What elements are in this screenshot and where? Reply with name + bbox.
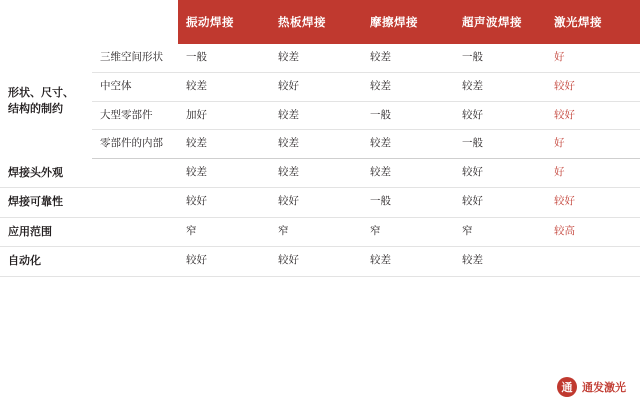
- cell-vibration: 加好: [178, 101, 270, 130]
- column-header-subgroup: [92, 0, 178, 44]
- row-subheader: 大型零部件: [92, 101, 178, 130]
- cell-hotplate: 较好: [270, 247, 362, 277]
- cell-ultrasonic: 一般: [454, 130, 546, 159]
- cell-ultrasonic: 较好: [454, 188, 546, 218]
- cell-friction: 较差: [362, 247, 454, 277]
- cell-vibration: 较好: [178, 188, 270, 218]
- table-header: [0, 0, 640, 44]
- row-header-shape-constraints: 形状、尺寸、结构的制约: [0, 44, 92, 159]
- cell-laser: 较好: [546, 188, 640, 218]
- table-row: [0, 188, 640, 218]
- cell-friction: 较差: [362, 159, 454, 188]
- cell-friction: 较差: [362, 130, 454, 159]
- column-header-ultrasonic-welding: 超声波焊接: [454, 0, 546, 44]
- cell-laser: 较高: [546, 217, 640, 247]
- cell-hotplate: 窄: [270, 217, 362, 247]
- column-header-hotplate-welding: 热板焊接: [270, 0, 362, 44]
- cell-friction: 窄: [362, 217, 454, 247]
- table-row: [0, 247, 640, 277]
- cell-hotplate: 较差: [270, 44, 362, 72]
- cell-laser: 较好: [546, 72, 640, 101]
- cell-hotplate: 较差: [270, 101, 362, 130]
- cell-vibration: 窄: [178, 217, 270, 247]
- row-header-application-range: 应用范围: [0, 217, 92, 247]
- cell-hotplate: 较差: [270, 130, 362, 159]
- row-subheader: [92, 217, 178, 247]
- table-row: [0, 130, 640, 159]
- row-subheader: [92, 247, 178, 277]
- table-row: [0, 72, 640, 101]
- cell-vibration: 较差: [178, 130, 270, 159]
- cell-ultrasonic: 较好: [454, 159, 546, 188]
- column-header-laser-welding: 激光焊接: [546, 0, 640, 44]
- row-header-automation: 自动化: [0, 247, 92, 277]
- row-header-weld-reliability: 焊接可靠性: [0, 188, 92, 218]
- brand-logo-icon: 通: [557, 377, 577, 397]
- cell-laser: 好: [546, 159, 640, 188]
- table-body: [0, 44, 640, 276]
- cell-ultrasonic: 窄: [454, 217, 546, 247]
- table-row: [0, 159, 640, 188]
- row-header-weld-appearance: 焊接头外观: [0, 159, 92, 188]
- cell-hotplate: 较好: [270, 188, 362, 218]
- cell-vibration: 一般: [178, 44, 270, 72]
- row-subheader: [92, 159, 178, 188]
- column-header-group: [0, 0, 92, 44]
- watermark-badge: [551, 374, 632, 400]
- column-header-friction-welding: 摩擦焊接: [362, 0, 454, 44]
- cell-ultrasonic: 一般: [454, 44, 546, 72]
- cell-friction: 一般: [362, 188, 454, 218]
- cell-ultrasonic: 较好: [454, 101, 546, 130]
- cell-laser: 较好: [546, 101, 640, 130]
- cell-vibration: 较差: [178, 159, 270, 188]
- cell-vibration: 较差: [178, 72, 270, 101]
- cell-hotplate: 较好: [270, 72, 362, 101]
- cell-laser: [546, 247, 640, 277]
- table-header-row: [0, 0, 640, 44]
- table-row: [0, 44, 640, 72]
- cell-friction: 一般: [362, 101, 454, 130]
- cell-laser: 好: [546, 130, 640, 159]
- table-row: [0, 217, 640, 247]
- cell-ultrasonic: 较差: [454, 247, 546, 277]
- cell-ultrasonic: 较差: [454, 72, 546, 101]
- row-subheader: 中空体: [92, 72, 178, 101]
- row-subheader: [92, 188, 178, 218]
- table-row: [0, 101, 640, 130]
- cell-friction: 较差: [362, 44, 454, 72]
- row-subheader: 三维空间形状: [92, 44, 178, 72]
- watermark-text: 通发激光: [582, 382, 626, 394]
- row-subheader: 零部件的内部: [92, 130, 178, 159]
- cell-laser: 好: [546, 44, 640, 72]
- cell-hotplate: 较差: [270, 159, 362, 188]
- cell-friction: 较差: [362, 72, 454, 101]
- cell-vibration: 较好: [178, 247, 270, 277]
- column-header-vibration-welding: 振动焊接: [178, 0, 270, 44]
